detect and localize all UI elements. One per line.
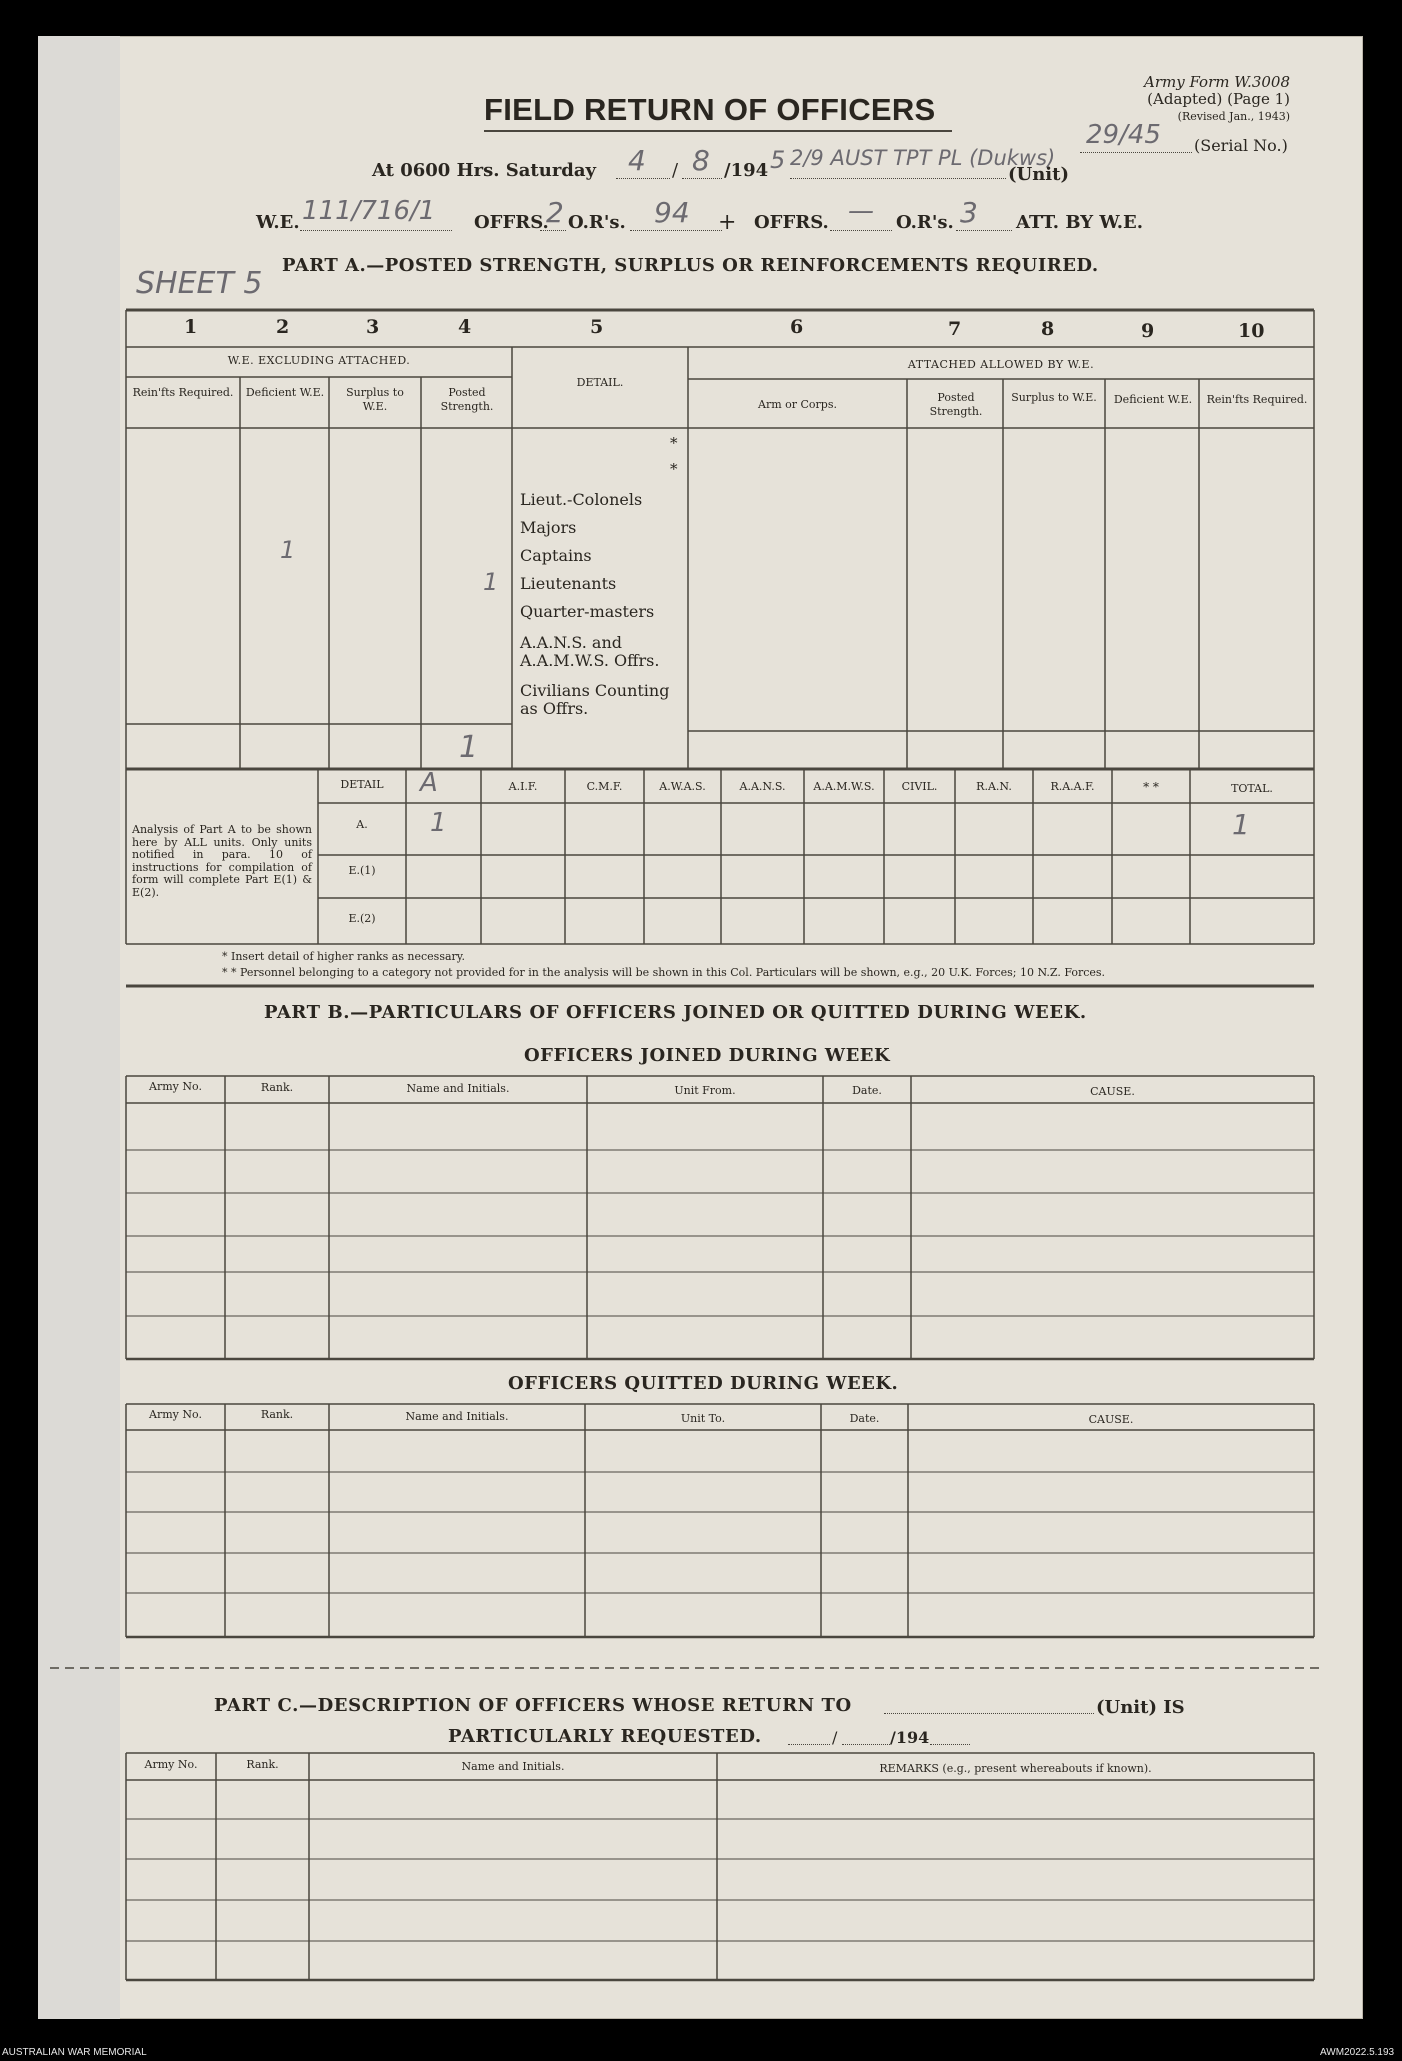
detail-header: DETAIL. [576, 376, 624, 389]
joined-title: OFFICERS JOINED DURING WEEK [524, 1045, 891, 1066]
an-hdr-civil: CIVIL. [901, 780, 938, 793]
an-hdr-raaf: R.A.A.F. [1050, 780, 1095, 793]
hdr-arm-corps: Arm or Corps. [758, 398, 837, 411]
part-c-hdr-remarks: REMARKS (e.g., present whereabouts if known). [879, 1762, 1152, 1775]
col-num-10: 10 [1238, 320, 1265, 342]
rank-quartermasters: Quarter-masters [520, 602, 655, 621]
hdr-deficient-left: Deficient W.E. [245, 386, 325, 399]
part-c-year-field[interactable] [930, 1744, 970, 1745]
joined-hdr-cause: CAUSE. [1090, 1085, 1135, 1098]
serial-value: 29/45 [1086, 120, 1161, 150]
col-num-6: 6 [790, 316, 804, 338]
footer-accession: AWM2022.5.193 [1320, 2047, 1395, 2058]
part-a-heading: PART A.—POSTED STRENGTH, SURPLUS OR REINFORCEMENTS REQUIRED. [282, 255, 1099, 276]
part-c-date-year: /194 [890, 1728, 930, 1747]
col-num-5: 5 [590, 316, 604, 338]
day-value: 4 [628, 144, 646, 177]
ors-value: 94 [654, 196, 690, 229]
we-label: W.E. [256, 212, 300, 233]
rank-lt-colonels: Lieut.-Colonels [520, 490, 643, 509]
rank-civilians: Civilians Counting as Offrs. [520, 681, 670, 718]
an-row-e1: E.(1) [348, 864, 376, 877]
serial-label: (Serial No.) [1194, 136, 1288, 155]
hdr-reinfts-right: Rein'fts Required. [1206, 393, 1308, 406]
year-prefix: /194 [724, 160, 769, 181]
sheet-note: SHEET 5 [136, 266, 263, 301]
hdr-posted-left: Posted Strength. [440, 386, 494, 413]
quitted-hdr-army-no: Army No. [149, 1408, 202, 1421]
an-row-e2: E.(2) [348, 912, 376, 925]
form-adapted: (Adapted) (Page 1) [1147, 90, 1290, 108]
analysis-note: Analysis of Part A to be shown here by ALL units. Only units notified in para. 10 of instructions for compilation of form will complete Part E(1) & E(2). [132, 823, 312, 899]
joined-hdr-name: Name and Initials. [406, 1082, 510, 1095]
col-num-8: 8 [1041, 318, 1055, 340]
col-num-7: 7 [948, 318, 962, 340]
an-hdr-awas: A.W.A.S. [659, 780, 706, 793]
offrs2-label: OFFRS. [754, 212, 829, 233]
hw-deficient-captains: 1 [280, 536, 296, 564]
part-c-hdr-name: Name and Initials. [461, 1760, 565, 1773]
rank-star-2: * [670, 460, 678, 478]
quitted-hdr-rank: Rank. [260, 1408, 294, 1421]
col-num-3: 3 [366, 316, 380, 338]
hw-posted-lieutenants: 1 [483, 568, 499, 596]
footnote-1: * Insert detail of higher ranks as necessary. [222, 950, 466, 963]
hdr-posted-right: Posted Strength. [929, 391, 983, 418]
joined-hdr-army-no: Army No. [149, 1080, 202, 1093]
rank-aans: A.A.N.S. and A.A.M.W.S. Offrs. [520, 633, 660, 670]
an-row-a: A. [356, 818, 368, 831]
col-num-2: 2 [276, 316, 290, 338]
unit-label: (Unit) [1008, 164, 1069, 185]
plus-sign: + [718, 210, 737, 235]
part-c-heading-2: PARTICULARLY REQUESTED. [448, 1726, 762, 1747]
form-number: Army Form W.3008 [1144, 73, 1290, 91]
an-hdr-aamws: A.A.M.W.S. [813, 780, 875, 793]
group-attached-allowed: ATTACHED ALLOWED BY W.E. [907, 358, 1095, 371]
ors2-value: 3 [960, 196, 978, 229]
quitted-hdr-date: Date. [849, 1412, 880, 1425]
an-hdr-aif: A.I.F. [508, 780, 538, 793]
ors2-label: O.R's. [896, 212, 954, 233]
rank-captains: Captains [520, 546, 592, 565]
part-c-heading-unit: (Unit) IS [1096, 1697, 1185, 1718]
an-hdr-aans: A.A.N.S. [739, 780, 786, 793]
col-num-9: 9 [1141, 320, 1155, 342]
rank-majors: Majors [520, 518, 577, 537]
joined-hdr-date: Date. [852, 1084, 882, 1097]
part-b-heading: PART B.—PARTICULARS OF OFFICERS JOINED OR QUITTED DURING WEEK. [264, 1002, 1087, 1023]
part-c-date-sep: / [832, 1728, 838, 1747]
an-hdr-a: A [420, 768, 438, 798]
unit-value: 2/9 AUST TPT PL (Dukws) [790, 146, 1056, 170]
an-hdr-ran: R.A.N. [976, 780, 1012, 793]
date-prefix: At 0600 Hrs. Saturday [372, 160, 597, 181]
footer-institution: AUSTRALIAN WAR MEMORIAL [2, 2047, 147, 2058]
col-num-1: 1 [184, 316, 198, 338]
hdr-surplus-left: Surplus to W.E. [346, 386, 404, 413]
an-hdr-detail: DETAIL [340, 778, 384, 791]
an-hdr-total: TOTAL. [1231, 782, 1273, 795]
quitted-hdr-cause: CAUSE. [1088, 1413, 1134, 1426]
part-c-month-field[interactable] [842, 1744, 890, 1745]
date-sep-1: / [672, 160, 679, 181]
offrs-label: OFFRS. [474, 212, 549, 233]
col-num-4: 4 [458, 316, 472, 338]
part-c-hdr-rank: Rank. [246, 1758, 279, 1771]
quitted-hdr-name: Name and Initials. [405, 1410, 509, 1423]
part-c-day-field[interactable] [788, 1744, 830, 1745]
year-suffix: 5 [770, 146, 786, 174]
hw-posted-total: 1 [459, 730, 479, 765]
rank-star-1: * [670, 434, 678, 452]
we-value: 111/716/1 [302, 196, 436, 226]
att-label: ATT. BY W.E. [1016, 212, 1144, 233]
form-title: FIELD RETURN OF OFFICERS [484, 92, 936, 127]
month-value: 8 [692, 144, 710, 177]
hdr-reinfts-left: Rein'fts Required. [132, 386, 234, 399]
joined-hdr-rank: Rank. [260, 1081, 294, 1094]
form-revised: (Revised Jan., 1943) [1177, 110, 1290, 123]
joined-hdr-unit-from: Unit From. [674, 1084, 736, 1097]
offrs-value: 2 [546, 196, 564, 229]
hw-analysis-a: 1 [430, 808, 447, 838]
rank-lieutenants: Lieutenants [520, 574, 617, 593]
an-hdr-other: * * [1143, 780, 1159, 794]
part-c-unit-field[interactable] [884, 1713, 1094, 1714]
part-c-hdr-army-no: Army No. [144, 1758, 198, 1771]
hdr-surplus-right: Surplus to W.E. [1011, 391, 1097, 404]
quitted-title: OFFICERS QUITTED DURING WEEK. [508, 1373, 899, 1394]
footnote-2: * * Personnel belonging to a category not provided for in the analysis will be shown in this Col. Particulars will be shown, e.g., 20 U.K. Forces; 10 N.Z. Forces. [222, 966, 1106, 979]
part-c-heading-1: PART C.—DESCRIPTION OF OFFICERS WHOSE RETURN TO [214, 1695, 852, 1716]
hw-analysis-total: 1 [1232, 808, 1250, 841]
quitted-hdr-unit-to: Unit To. [680, 1412, 726, 1425]
ors-label: O.R's. [568, 212, 626, 233]
hdr-deficient-right: Deficient W.E. [1113, 393, 1193, 406]
group-we-excluding: W.E. EXCLUDING ATTACHED. [227, 354, 411, 367]
offrs2-value: — [848, 196, 874, 226]
an-hdr-cmf: C.M.F. [586, 780, 623, 793]
